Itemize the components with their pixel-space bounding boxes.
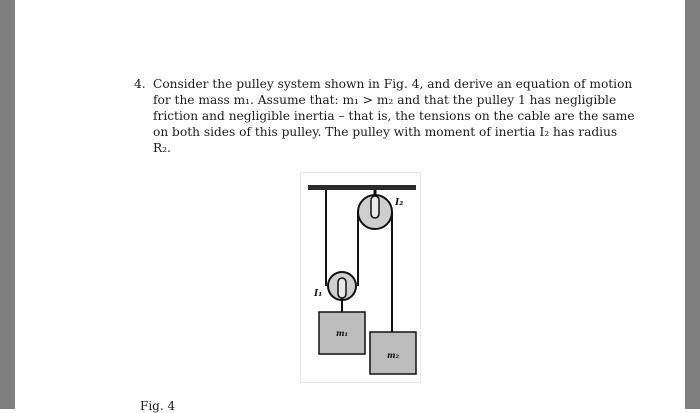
- problem-line: friction and negligible inertia – that is, the tensions on the cable are the same: [153, 109, 635, 124]
- problem-line: for the mass m₁. Assume that: m₁ > m₂ and that the pulley 1 has negligible: [153, 93, 617, 108]
- problem-line: on both sides of this pulley. The pulley with moment of inertia I₂ has radius: [153, 125, 618, 140]
- left-letterbox-bar: [0, 0, 15, 409]
- pulley-system-figure: [300, 172, 422, 384]
- ceiling-support: [308, 185, 416, 190]
- label-mass-1: m₁: [336, 328, 348, 338]
- right-letterbox-bar: [685, 0, 700, 409]
- problem-line: R₂.: [153, 141, 171, 156]
- problem-number: 4.: [134, 77, 146, 91]
- label-pulley-2: I₂: [395, 198, 404, 208]
- problem-line: Consider the pulley system shown in Fig. 4, and derive an equation of motion: [153, 77, 633, 91]
- label-pulley-1: I₁: [314, 289, 323, 299]
- label-mass-2: m₂: [387, 350, 399, 360]
- figure-caption: Fig. 4: [140, 399, 176, 413]
- problem-4: [134, 76, 635, 156]
- pulley-2-axle-bracket: [371, 196, 379, 218]
- problem-statement: [153, 76, 635, 156]
- pulley-1-axle-bracket: [338, 278, 346, 298]
